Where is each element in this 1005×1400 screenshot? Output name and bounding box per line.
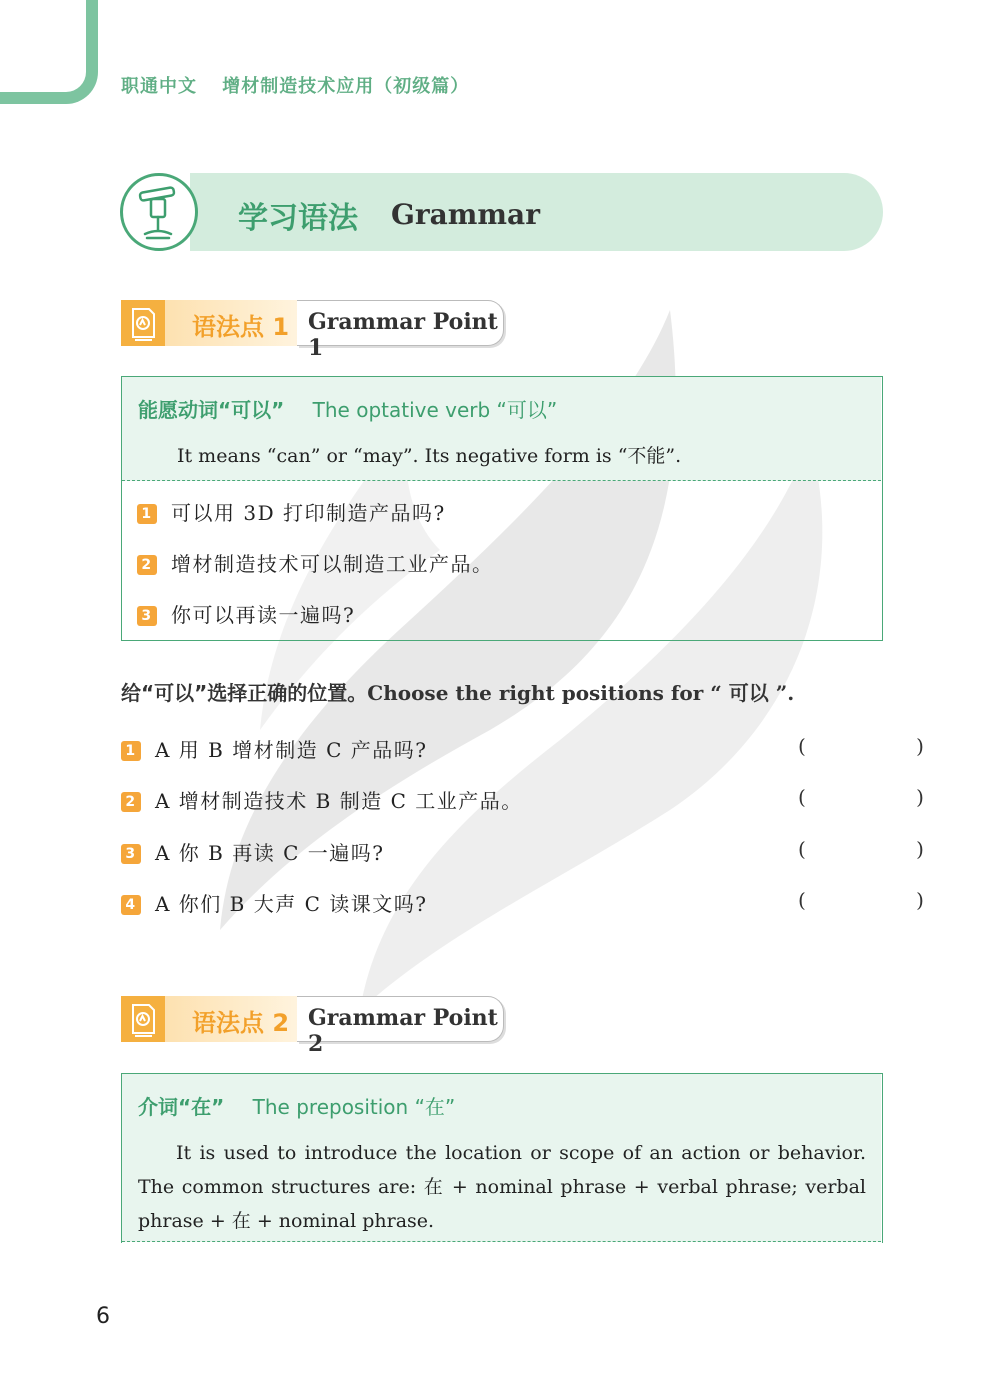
exercise-text: A 你们 B 大声 C 读课文吗?	[155, 892, 428, 916]
grammar-icon-bg	[121, 300, 165, 346]
exercise-instruction	[121, 677, 794, 706]
grammar-icon-bg	[121, 996, 165, 1042]
answer-blank[interactable]: ( )	[798, 785, 976, 809]
answer-blank[interactable]: ( )	[798, 734, 976, 758]
example-text: 增材制造技术可以制造工业产品。	[171, 552, 494, 576]
grammar-point-2-tab	[121, 996, 503, 1057]
number-badge: 2	[121, 792, 141, 812]
exercise-text: A 你 B 再读 C 一遍吗?	[155, 841, 385, 865]
box-title-cn: 介词“在”	[138, 1095, 225, 1119]
exercise-item	[121, 785, 523, 814]
number-badge: 2	[137, 555, 157, 575]
exercise-item	[121, 837, 384, 866]
section-title-en: Grammar	[391, 198, 540, 231]
example-row	[137, 548, 494, 577]
exercise-item	[121, 888, 427, 917]
box-title	[138, 394, 557, 423]
section-title-cn: 学习语法	[238, 201, 358, 236]
number-badge: 1	[137, 504, 157, 524]
grammar-point-1-tab	[121, 300, 503, 361]
box-title	[138, 1091, 455, 1120]
page-number: 6	[96, 1304, 110, 1329]
series-name: 职通中文	[121, 76, 197, 97]
example-text: 可以用 3D 打印制造产品吗?	[171, 501, 446, 525]
box-title-cn: 能愿动词“可以”	[138, 398, 285, 422]
example-row	[137, 497, 446, 526]
instruction-cn: 给“可以”选择正确的位置。	[121, 681, 368, 705]
exercise-text: A 用 B 增材制造 C 产品吗?	[155, 738, 428, 762]
book-title: 增材制造技术应用（初级篇）	[222, 76, 470, 97]
grammar-doc-icon	[121, 300, 165, 346]
number-badge: 1	[121, 741, 141, 761]
grammar-point-label-cn: 语法点 1	[192, 313, 290, 341]
grammar-doc-icon	[121, 996, 165, 1042]
answer-blank[interactable]: ( )	[798, 888, 976, 912]
box-description: It is used to introduce the location or scope of an action or behavior. The common structures are: 在 + nominal phrase + verbal phrase; verbal phrase + 在 + nominal phrase.	[138, 1142, 866, 1232]
answer-blank[interactable]: ( )	[798, 837, 976, 861]
box-description: It means “can” or “may”. Its negative form is “不能”.	[177, 445, 682, 467]
exercise-text: A 增材制造技术 B 制造 C 工业产品。	[155, 789, 523, 813]
dashed-divider	[122, 480, 881, 481]
grammar-point-label-en: Grammar Point 1	[308, 309, 498, 361]
corner-decoration	[0, 0, 98, 104]
running-head	[121, 72, 487, 98]
box-title-en: The optative verb “可以”	[312, 398, 558, 422]
instruction-en: Choose the right positions for “ 可以 ”.	[367, 681, 795, 705]
example-text: 你可以再读一遍吗?	[171, 603, 356, 627]
grammar-point-2-box	[121, 1073, 883, 1243]
number-badge: 3	[121, 844, 141, 864]
grammar-point-label-cn: 语法点 2	[192, 1009, 290, 1037]
grammar-point-1-box	[121, 376, 883, 641]
number-badge: 4	[121, 895, 141, 915]
grammar-point-label-en: Grammar Point 2	[308, 1005, 498, 1057]
example-row	[137, 599, 355, 628]
jackhammer-icon	[123, 176, 195, 248]
section-icon-circle	[120, 173, 198, 251]
exercise-item	[121, 734, 427, 763]
box-title-en: The preposition “在”	[252, 1095, 456, 1119]
dashed-divider	[122, 1241, 881, 1242]
number-badge: 3	[137, 606, 157, 626]
